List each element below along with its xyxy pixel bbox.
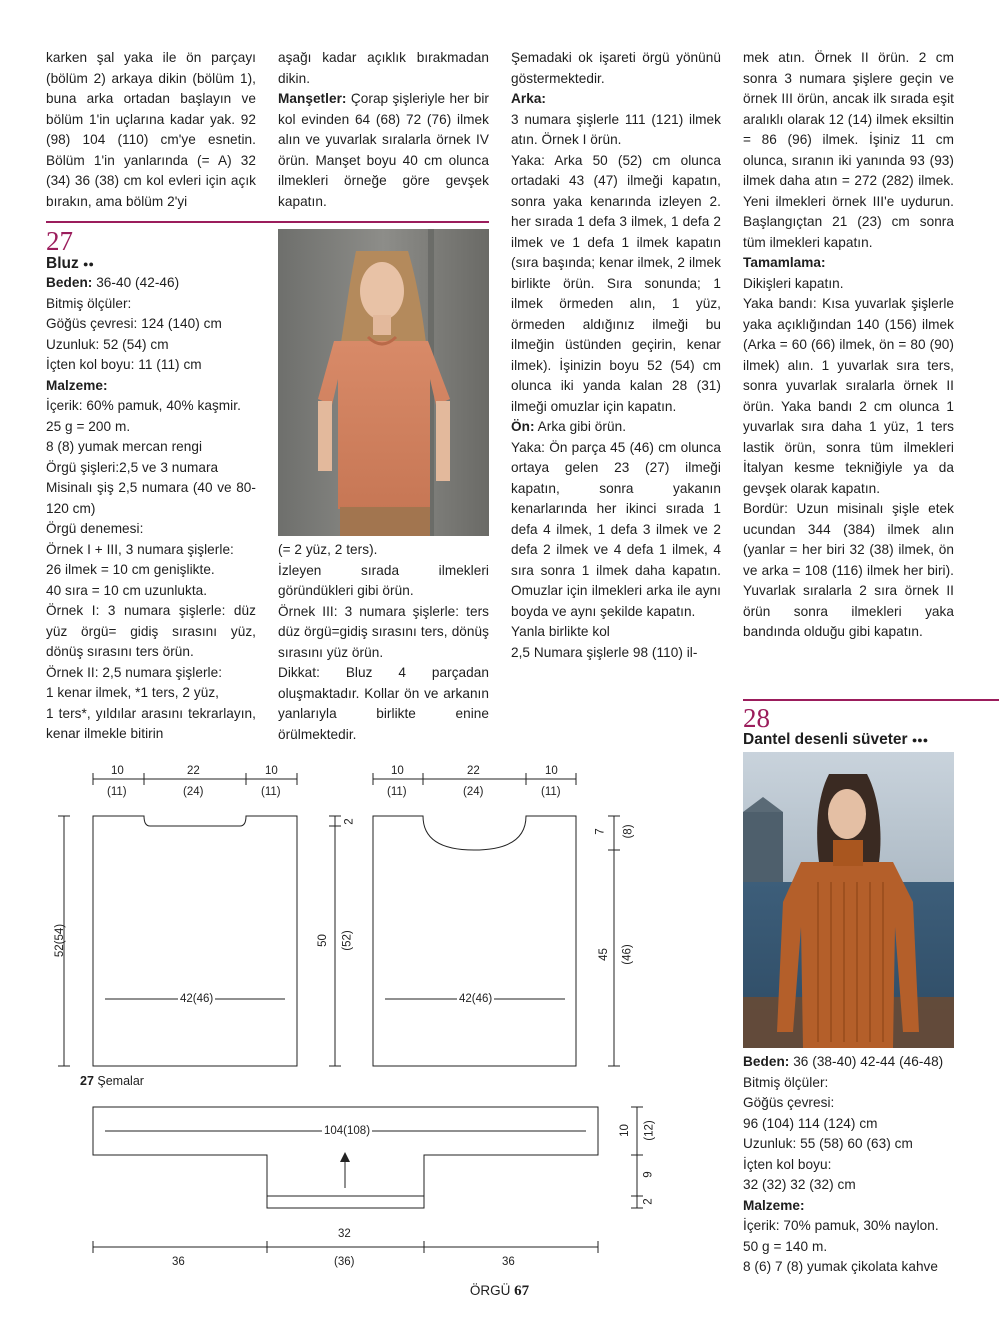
paragraph: [278, 89, 489, 212]
paragraph: Misinalı şiş 2,5 numara (40 ve 80-120 cm): [46, 480, 256, 516]
line: (= 2 yüz, 2 ters).: [278, 542, 378, 557]
front-neck-depth-alt: (8): [622, 824, 635, 839]
sleeve-band-height: 2: [642, 1198, 655, 1205]
mansetler-text: Çorap şişleriyle her bir kol evinden 64 (68) 72 (76) ilmek alın ve yuvarlak sıralarla örnek IV örün. Manşet boyu 40 cm olunca ilmekleri örneğe göre gevşek kapatın.: [278, 91, 489, 209]
col3-text: [511, 48, 721, 663]
front-left-height: 50: [316, 934, 329, 947]
paragraph: Örnek III: 3 numara şişlerle: ters düz örgü=gidiş sırasını ters, dönüş sırasını yüz örün.: [278, 603, 489, 660]
page-footer: [0, 1283, 999, 1300]
front-body-height-alt: (46): [621, 944, 634, 965]
sleeve-piece-outline: [93, 1107, 598, 1208]
paragraph: Dikkat: Bluz 4 parçadan oluşmaktadır. Kollar ön ve arkanın yanlarıyla birlikte enine örülmektedir.: [278, 665, 489, 742]
back-top-mid-alt: (24): [183, 786, 204, 798]
mansetler-label: Manşetler:: [278, 91, 347, 106]
line: Bitmiş ölçüler:: [743, 1074, 829, 1090]
paragraph: Yaka bandı: Kısa yuvarlak şişlerle yaka açıklığından 140 (156) ilmek (Arka = 60 (66) ilmek, ön = 80 (90) ilmek) alın. 1 yuvarlak sıra ters, sonra yuvarlak sıralarla örnek II örün. Yaka bandı 2 cm olunca 1 yuvarlak sıra daha 1 yüz, 1 ters lastik örün, sonra tüm ilmekleri İtalyan kesme tekniğiyle ya da gevşek olarak kapatın.: [743, 296, 954, 496]
back-top-right: 10: [265, 765, 278, 777]
sleeve-width: 104(108): [324, 1125, 371, 1137]
sleeve-bottom-right: 36: [502, 1256, 515, 1268]
title-text: Dantel desenli süveter: [743, 731, 908, 749]
col2-top-text: [278, 48, 489, 212]
on-label: Ön:: [511, 419, 535, 434]
size-line: [46, 273, 256, 294]
line: Örnek I + III, 3 numara şişlerle:: [46, 541, 234, 557]
project-number-27: 27: [46, 226, 73, 256]
caption-number: 27: [80, 1074, 94, 1088]
line: 40 sıra = 10 cm uzunlukta.: [46, 582, 208, 598]
arka-label: Arka:: [511, 91, 547, 106]
col2-bottom-text: [278, 540, 489, 745]
line: İçten kol boyu: 11 (11) cm: [46, 357, 202, 372]
diagram-caption: [80, 1074, 144, 1088]
col4-text: [743, 48, 954, 643]
section-rule-28: [743, 699, 999, 701]
section-rule-27: [46, 221, 489, 223]
caption-text: Şemalar: [97, 1074, 144, 1088]
front-top-right: 10: [545, 765, 558, 777]
line: Örgü şişleri:2,5 ve 3 numara: [46, 459, 219, 475]
back-top-left: 10: [111, 765, 124, 777]
back-piece-outline: [93, 816, 297, 1066]
front-top-left-alt: (11): [387, 786, 407, 798]
line: Uzunluk: 52 (54) cm: [46, 336, 169, 352]
col4-project-28-text: [743, 1052, 954, 1278]
on-text: Arka gibi örün.: [534, 419, 627, 434]
project-title-27: [46, 255, 94, 273]
line: Bitmiş ölçüler:: [46, 295, 132, 311]
front-top-mid: 22: [467, 765, 480, 777]
arrow-head-icon: [340, 1152, 350, 1162]
line: 26 ilmek = 10 cm genişlikte.: [46, 562, 215, 577]
front-top-right-alt: (11): [541, 786, 561, 798]
size-value: 36-40 (42-46): [92, 275, 180, 290]
size-line: [743, 1052, 954, 1073]
size-label: Beden:: [743, 1054, 790, 1069]
paragraph: Bordür: Uzun misinalı şişle etek ucundan 344 (384) ilmek alın (yanlar = her biri 32 (38) ilmek, ön ve arka = 108 (116) ilmek her biri). Yuvarlak sıralarla 2 sıra örnek II örün sonra ilmekleri yaka bandında olduğu gibi kapatın.: [743, 501, 954, 639]
line: 25 g = 200 m.: [46, 418, 131, 434]
tamamlama-label: Tamamlama:: [743, 255, 826, 270]
back-neck-depth: 2: [343, 818, 356, 825]
page-number: 67: [514, 1283, 530, 1299]
blouse-model-image: [278, 229, 489, 536]
sleeve-right-height: 10: [618, 1124, 631, 1137]
front-width: 42(46): [459, 993, 493, 1005]
line: Örnek II: 2,5 numara şişlerle:: [46, 664, 223, 680]
col1-top-text: [46, 48, 256, 212]
back-top-right-alt: (11): [261, 786, 281, 798]
paragraph: İzleyen sırada ilmekleri göründükleri gibi örün.: [278, 562, 489, 598]
front-left-height-alt: (52): [341, 930, 354, 951]
paragraph: [511, 417, 721, 438]
photo-blouse-27: [278, 229, 489, 536]
project-title-28: [743, 731, 928, 749]
back-height: 52(54): [54, 923, 67, 958]
back-width: 42(46): [180, 993, 214, 1005]
sleeve-center-width: 32: [338, 1228, 351, 1240]
title-text: Bluz: [46, 255, 79, 273]
line: 2,5 Numara şişlerle 98 (110) il-: [511, 644, 698, 660]
back-top-mid: 22: [187, 765, 200, 777]
line: Yanla birlikte kol: [511, 624, 610, 639]
material-label: Malzeme:: [46, 377, 108, 393]
paragraph: Örnek I: 3 numara şişlerle: düz yüz örgü= gidiş sırasını yüz, dönüş sırasını ters örün.: [46, 603, 256, 659]
line: Dikişleri kapatın.: [743, 275, 844, 291]
sleeve-bottom-left: 36: [172, 1256, 185, 1268]
col1-project-27-text: [46, 273, 256, 745]
line: Göğüs çevresi: 124 (140) cm: [46, 316, 222, 331]
paragraph: Yaka: Arka 50 (52) cm olunca ortadaki 43 (47) ilmeği kapatın, sonra yaka kenarında izleyen 2. her sırada 1 defa 3 ilmek, 1 defa 2 ilmek ve 1 defa 1 ilmek kapatın (sıra başında; kenar ilmek, 2 ilmek birlikte örün. Sıra sonunda; 1 ilmek örmeden alın, 1 yüz, örmeden aldığınız ilmeği bu ilmeğin üstünden geçirin, kenar ilmek). İşinizin boyu 52 (54) cm olunca iki yanda kalan 28 (31) ilmeği omuzlar için kapatın.: [511, 152, 721, 414]
line: 32 (32) 32 (32) cm: [743, 1177, 856, 1192]
paragraph: aşağı kadar açıklık bırakmadan dikin.: [278, 50, 489, 86]
line: 1 kenar ilmek, *1 ters, 2 yüz,: [46, 685, 220, 700]
paragraph: Yaka: Ön parça 45 (46) cm olunca ortaya gelen 23 (27) ilmeği kapatın, sonra yakanın kenarlarında her ikinci sırada 1 defa 4 ilmek, 1 defa 3 ilmek ve 2 defa 2 ilmek ve 4 defa 1 ilmek, 4 sıra sonra 1 ilmek daha kapatın. Omuzlar için ilmekleri arka ile aynı boyda ve aynı şekilde kapatın.: [511, 439, 721, 619]
front-top-left: 10: [391, 765, 404, 777]
magazine-name: ÖRGÜ: [469, 1283, 511, 1298]
line: 50 g = 140 m.: [743, 1238, 828, 1254]
difficulty-dots: ●●●: [911, 735, 929, 745]
paragraph: 3 numara şişlerle 111 (121) ilmek atın. Örnek I örün.: [511, 111, 721, 147]
sleeve-bottom-mid: (36): [334, 1256, 355, 1268]
line: Uzunluk: 55 (58) 60 (63) cm: [743, 1136, 913, 1151]
front-body-height: 45: [597, 948, 610, 961]
photo-sweater-28: [743, 752, 954, 1048]
line: 96 (104) 114 (124) cm: [743, 1115, 878, 1131]
line: İçerik: 70% pamuk, 30% naylon.: [743, 1218, 939, 1233]
sleeve-cuff-height: 9: [642, 1171, 655, 1178]
size-label: Beden:: [46, 275, 93, 290]
paragraph: Şemadaki ok işareti örgü yönünü göstermektedir.: [511, 50, 721, 86]
line: 8 (6) 7 (8) yumak çikolata kahve: [743, 1259, 939, 1274]
front-piece-outline: [373, 816, 576, 1066]
line: Örgü denemesi:: [46, 521, 144, 536]
project-number-28: 28: [743, 703, 770, 733]
material-label: Malzeme:: [743, 1197, 805, 1213]
line: 8 (8) yumak mercan rengi: [46, 439, 203, 454]
paragraph: mek atın. Örnek II örün. 2 cm sonra 3 numara şişlere geçin ve örnek III örün, ancak ilk sırada eşit aralıklı olarak 12 (14) ilmek eksiltin = 86 (96) ilmek. İşiniz 11 cm olunca, sıranın iki yanında 93 (93) ilmek daha atın = 272 (282) ilmek. Yeni ilmekleri örnek III'e uydurun. Başlangıçtan 21 (23) cm sonra tüm ilmekleri kapatın.: [743, 50, 954, 250]
line: İçerik: 60% pamuk, 40% kaşmir.: [46, 398, 241, 413]
sweater-model-image: [743, 752, 954, 1048]
paragraph: 1 ters*, yıldılar arasını tekrarlayın, kenar ilmekle bitirin: [46, 705, 256, 741]
line: Göğüs çevresi:: [743, 1095, 835, 1110]
line: İçten kol boyu:: [743, 1156, 832, 1172]
sleeve-right-height-alt: (12): [643, 1120, 656, 1141]
front-top-mid-alt: (24): [463, 786, 484, 798]
front-neck-depth: 7: [594, 828, 607, 835]
back-top-left-alt: (11): [107, 786, 127, 798]
paragraph: karken şal yaka ile ön parçayı (bölüm 2) arkaya dikin (bölüm 1), buna arka ortadan başlayın ve bölüm 1'in uçlarına kadar yak. 92 (98) 104 (110) cm'ye esnetin. Bölüm 1'in yanlarında (= A) 32 (34) 36 (38) cm kol evleri için açık bırakın, ama bölüm 2'yi: [46, 50, 256, 209]
difficulty-dots: ●●: [83, 259, 94, 269]
size-value: 36 (38-40) 42-44 (46-48): [789, 1054, 944, 1069]
